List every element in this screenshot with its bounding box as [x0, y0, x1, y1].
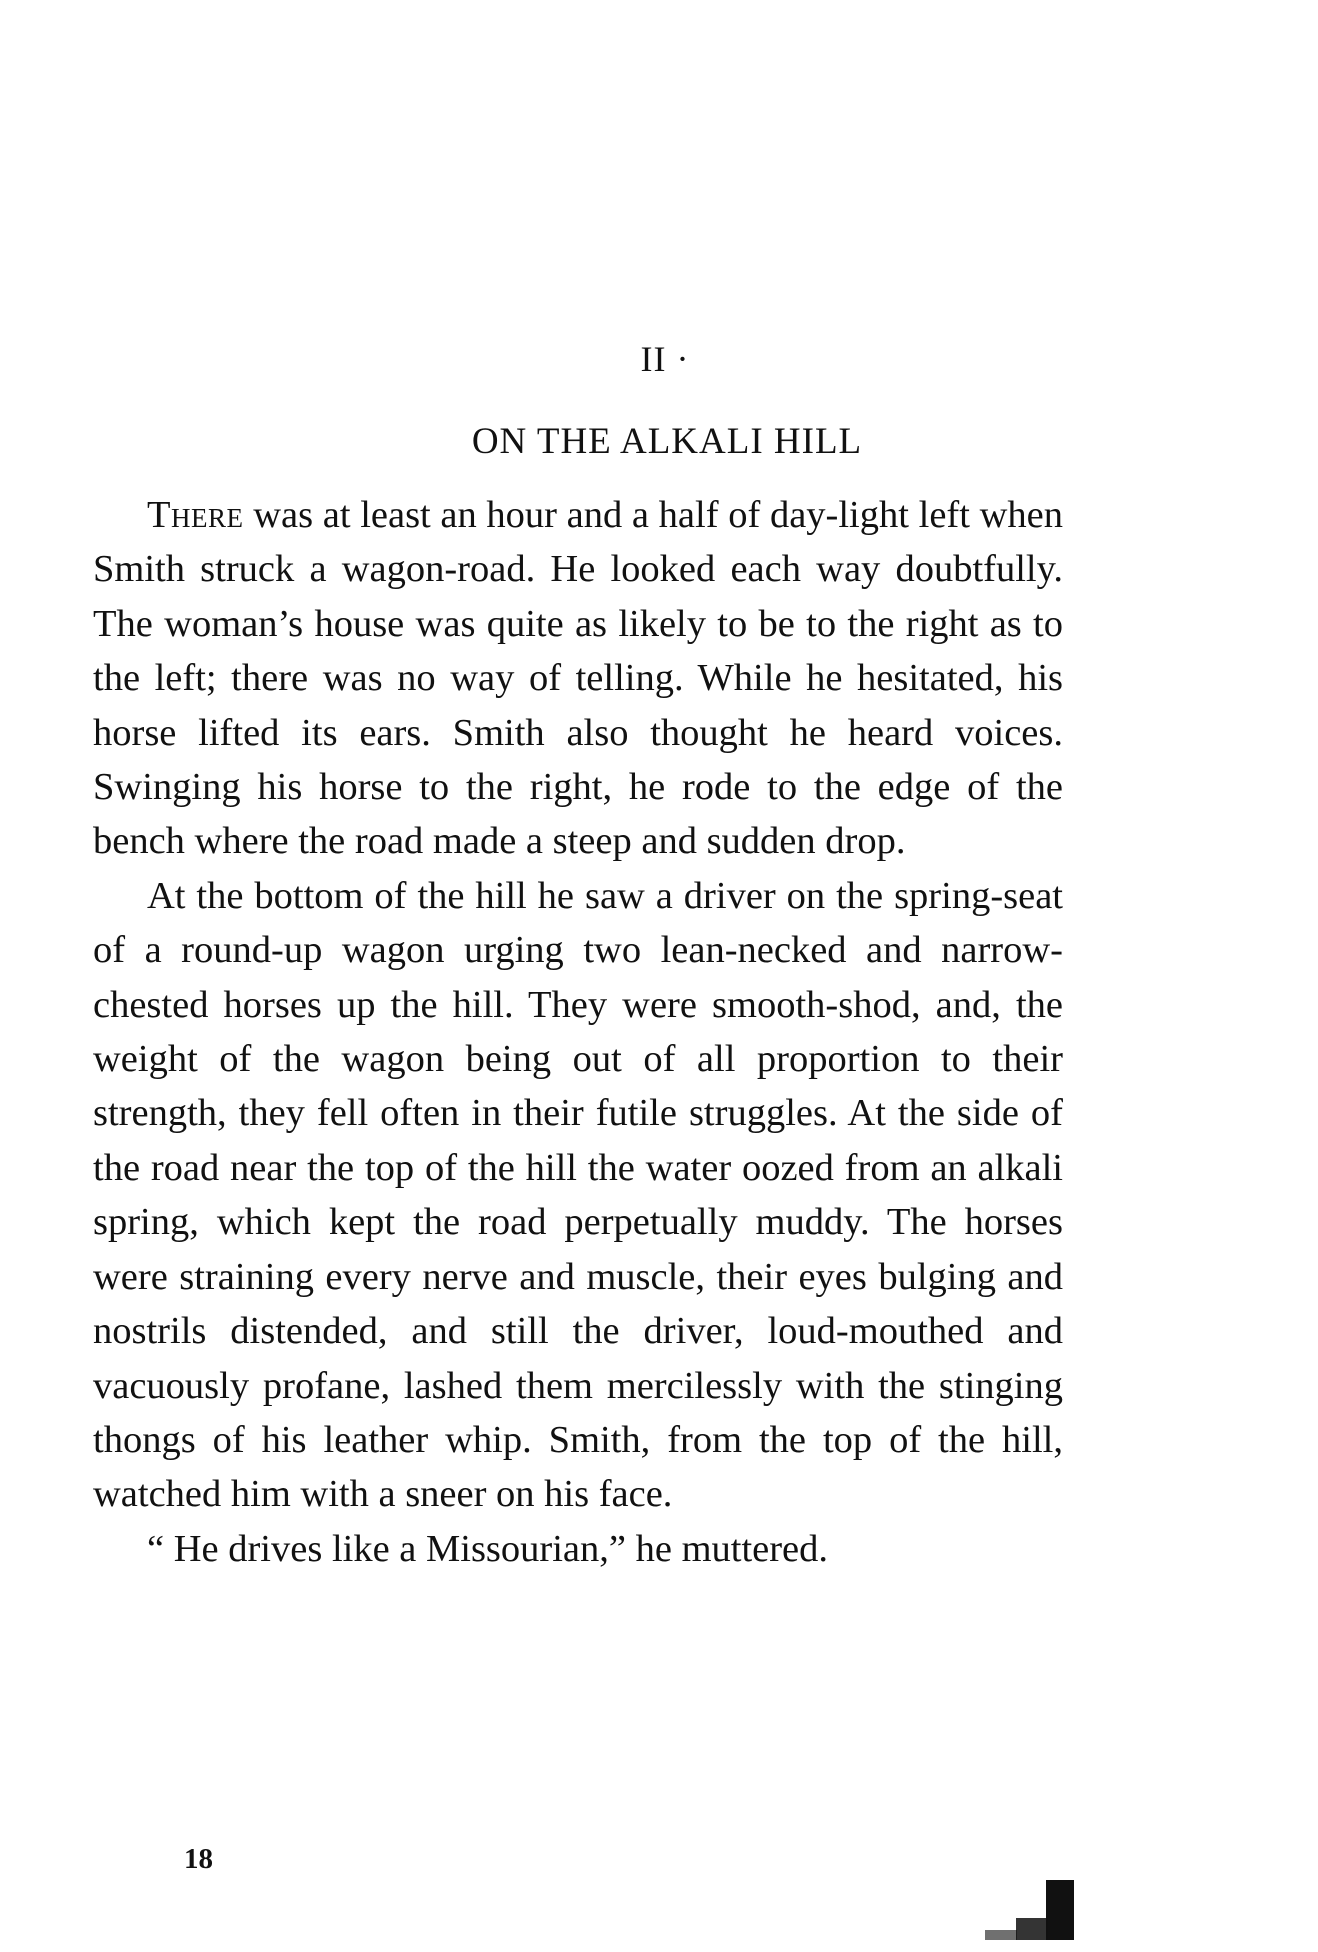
scan-artifact-mark — [985, 1930, 1017, 1940]
chapter-title: ON THE ALKALI HILL — [471, 421, 863, 462]
paragraph-1-text: was at least an hour and a half of day-light left when Smith struck a wagon-road. He looked each way doubtfully. The woman’s house was quite as likely to be to the right as to the left; there was no way of telling. While he hesitated, his horse lifted its ears. Smith also thought he heard voices. Swinging his horse to the right, he rode to the edge of the bench where the road made a steep and sudden drop. — [93, 494, 1063, 863]
chapter-number: II · — [640, 339, 690, 379]
scan-artifact-mark — [1046, 1880, 1074, 1940]
paragraph-2: At the bottom of the hill he saw a driver on the spring-seat of a round-up wagon urging two lean-necked and narrow-chested horses up the hill. They were smooth-shod, and, the weight of the wagon being out of all proportion to their strength, they fell often in their futile struggles. At the side of the road near the top of the hill the water oozed from an alkali spring, which kept the road perpetually muddy. The horses were straining every nerve and muscle, their eyes bulging and nostrils distended, and still the driver, loud-mouthed and vacuously profane, lashed them mercilessly with the stinging thongs of his leather whip. Smith, from the top of the hill, watched him with a sneer on his face. — [93, 874, 1063, 1516]
paragraph-1 — [93, 488, 1063, 869]
scan-artifact-mark — [1016, 1918, 1048, 1940]
body-text — [93, 488, 1063, 1576]
paragraph-3: “ He drives like a Missourian,” he muttered. — [147, 1527, 829, 1570]
page-number: 18 — [184, 1843, 213, 1875]
paragraph-lead-word: There — [147, 494, 244, 536]
